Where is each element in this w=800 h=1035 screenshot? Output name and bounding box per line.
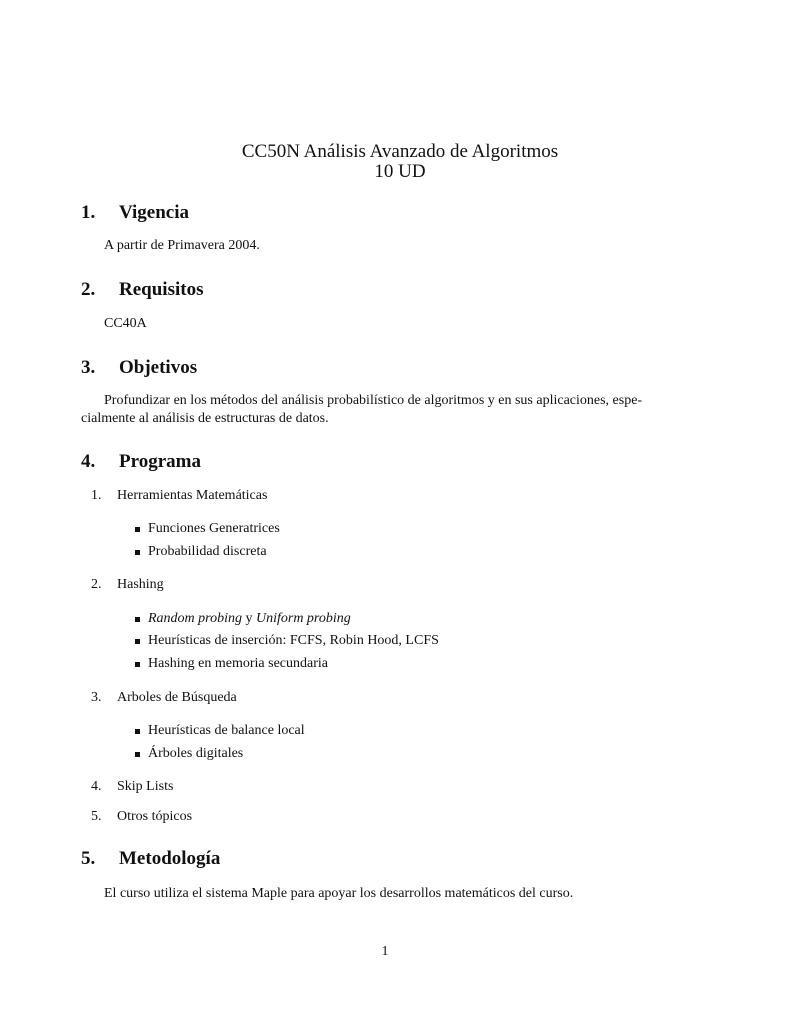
section-number: 2. <box>81 279 96 300</box>
program-subitem: Probabilidad discreta <box>148 544 267 559</box>
page-number: 1 <box>381 944 389 959</box>
section-title: Metodología <box>119 848 221 869</box>
program-item-number: 5. <box>91 809 102 824</box>
program-item-number: 2. <box>91 577 102 592</box>
program-item-label: Skip Lists <box>117 779 174 794</box>
bullet-icon <box>135 662 140 667</box>
program-subitem: Funciones Generatrices <box>148 521 280 536</box>
bullet-icon <box>135 550 140 555</box>
vigencia-text: A partir de Primavera 2004. <box>104 238 260 253</box>
bullet-icon <box>135 729 140 734</box>
program-item-label: Herramientas Matemáticas <box>117 488 268 503</box>
metodologia-text: El curso utiliza el sistema Maple para apoyar los desarrollos matemáticos del curso. <box>104 886 574 901</box>
section-number: 1. <box>81 202 96 223</box>
program-item-number: 3. <box>91 690 102 705</box>
requisitos-text: CC40A <box>104 316 147 331</box>
objetivos-text-line2: cialmente al análisis de estructuras de datos. <box>81 411 329 426</box>
section-number: 3. <box>81 357 96 378</box>
program-subitem: Hashing en memoria secundaria <box>148 656 328 671</box>
program-item-number: 4. <box>91 779 102 794</box>
course-units: 10 UD <box>374 161 426 182</box>
program-subitem-probing <box>148 610 351 627</box>
section-heading-programa <box>81 450 201 474</box>
section-heading-requisitos <box>81 278 203 302</box>
conjunction-text: y <box>241 611 256 626</box>
program-item-label: Arboles de Búsqueda <box>117 690 237 705</box>
program-subitem: Árboles digitales <box>148 746 244 761</box>
program-item-label: Otros tópicos <box>117 809 193 824</box>
objetivos-text-line1: Profundizar en los métodos del análisis probabilístico de algoritmos y en sus aplicaciones, espe- <box>104 393 643 408</box>
section-heading-objetivos <box>81 356 197 380</box>
course-title: CC50N Análisis Avanzado de Algoritmos <box>241 141 559 162</box>
bullet-icon <box>135 617 140 622</box>
bullet-icon <box>135 752 140 757</box>
program-subitem: Heurísticas de balance local <box>148 723 305 738</box>
section-number: 5. <box>81 848 96 869</box>
bullet-icon <box>135 527 140 532</box>
bullet-icon <box>135 639 140 644</box>
program-item-label: Hashing <box>117 577 164 592</box>
random-probing-term: Random probing <box>148 611 242 626</box>
section-title: Objetivos <box>119 357 198 378</box>
section-title: Requisitos <box>119 279 204 300</box>
section-heading-vigencia <box>81 201 189 225</box>
section-heading-metodologia <box>81 847 220 871</box>
program-item-number: 1. <box>91 488 102 503</box>
uniform-probing-term: Uniform probing <box>255 611 351 626</box>
section-number: 4. <box>81 451 96 472</box>
program-subitem: Heurísticas de inserción: FCFS, Robin Hood, LCFS <box>148 633 439 648</box>
section-title: Programa <box>119 451 201 472</box>
section-title: Vigencia <box>119 202 190 223</box>
